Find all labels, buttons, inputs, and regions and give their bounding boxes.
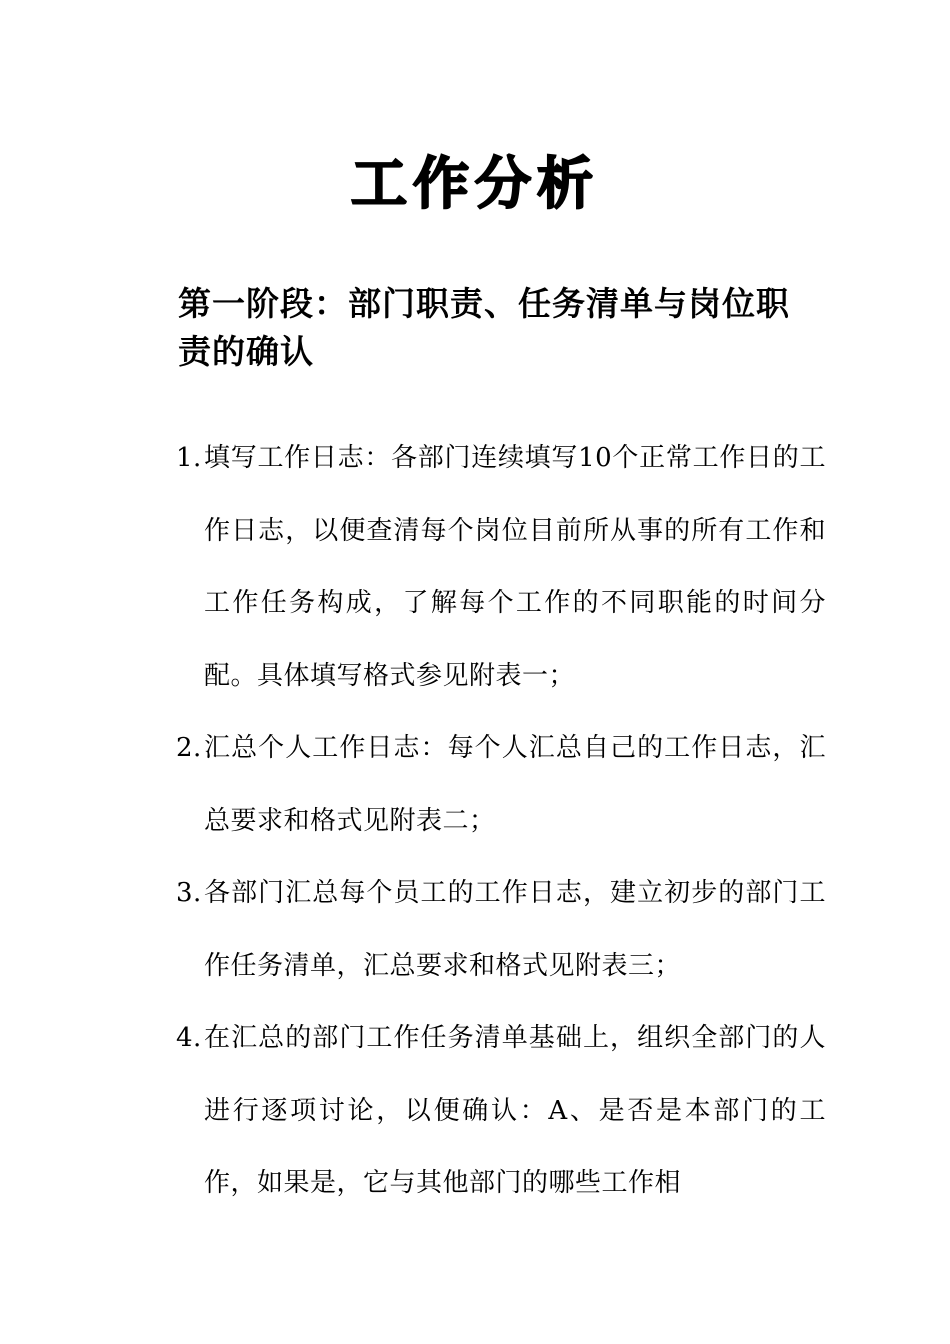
step-number: 2. bbox=[176, 733, 202, 763]
step-text: 在汇总的部门工作任务清单基础上，组织全部门的人进行逐项讨论，以便确认：A、是否是本部门的工作，如果是，它与其他部门的哪些工作相 bbox=[204, 1023, 826, 1198]
step-text: 填写工作日志：各部门连续填写10个正常工作日的工作日志，以便查清每个岗位目前所从事的所有工作和工作任务构成，了解每个工作的不同职能的时间分配。具体填写格式参见附表一； bbox=[204, 443, 826, 691]
step-text: 各部门汇总每个员工的工作日志，建立初步的部门工作任务清单，汇总要求和格式见附表三； bbox=[204, 878, 826, 981]
step-text: 汇总个人工作日志：每个人汇总自己的工作日志，汇总要求和格式见附表二； bbox=[204, 733, 826, 836]
document-title: 工作分析 bbox=[351, 152, 599, 217]
list-item bbox=[176, 1002, 826, 1220]
list-item bbox=[176, 857, 826, 1002]
section-heading: 第一阶段：部门职责、任务清单与岗位职责的确认 bbox=[178, 284, 790, 371]
list-item bbox=[176, 422, 826, 712]
list-item bbox=[176, 712, 826, 857]
step-list bbox=[176, 422, 826, 1220]
step-number: 4. bbox=[176, 1023, 202, 1053]
step-number: 3. bbox=[176, 878, 202, 908]
step-number: 1. bbox=[176, 443, 202, 473]
